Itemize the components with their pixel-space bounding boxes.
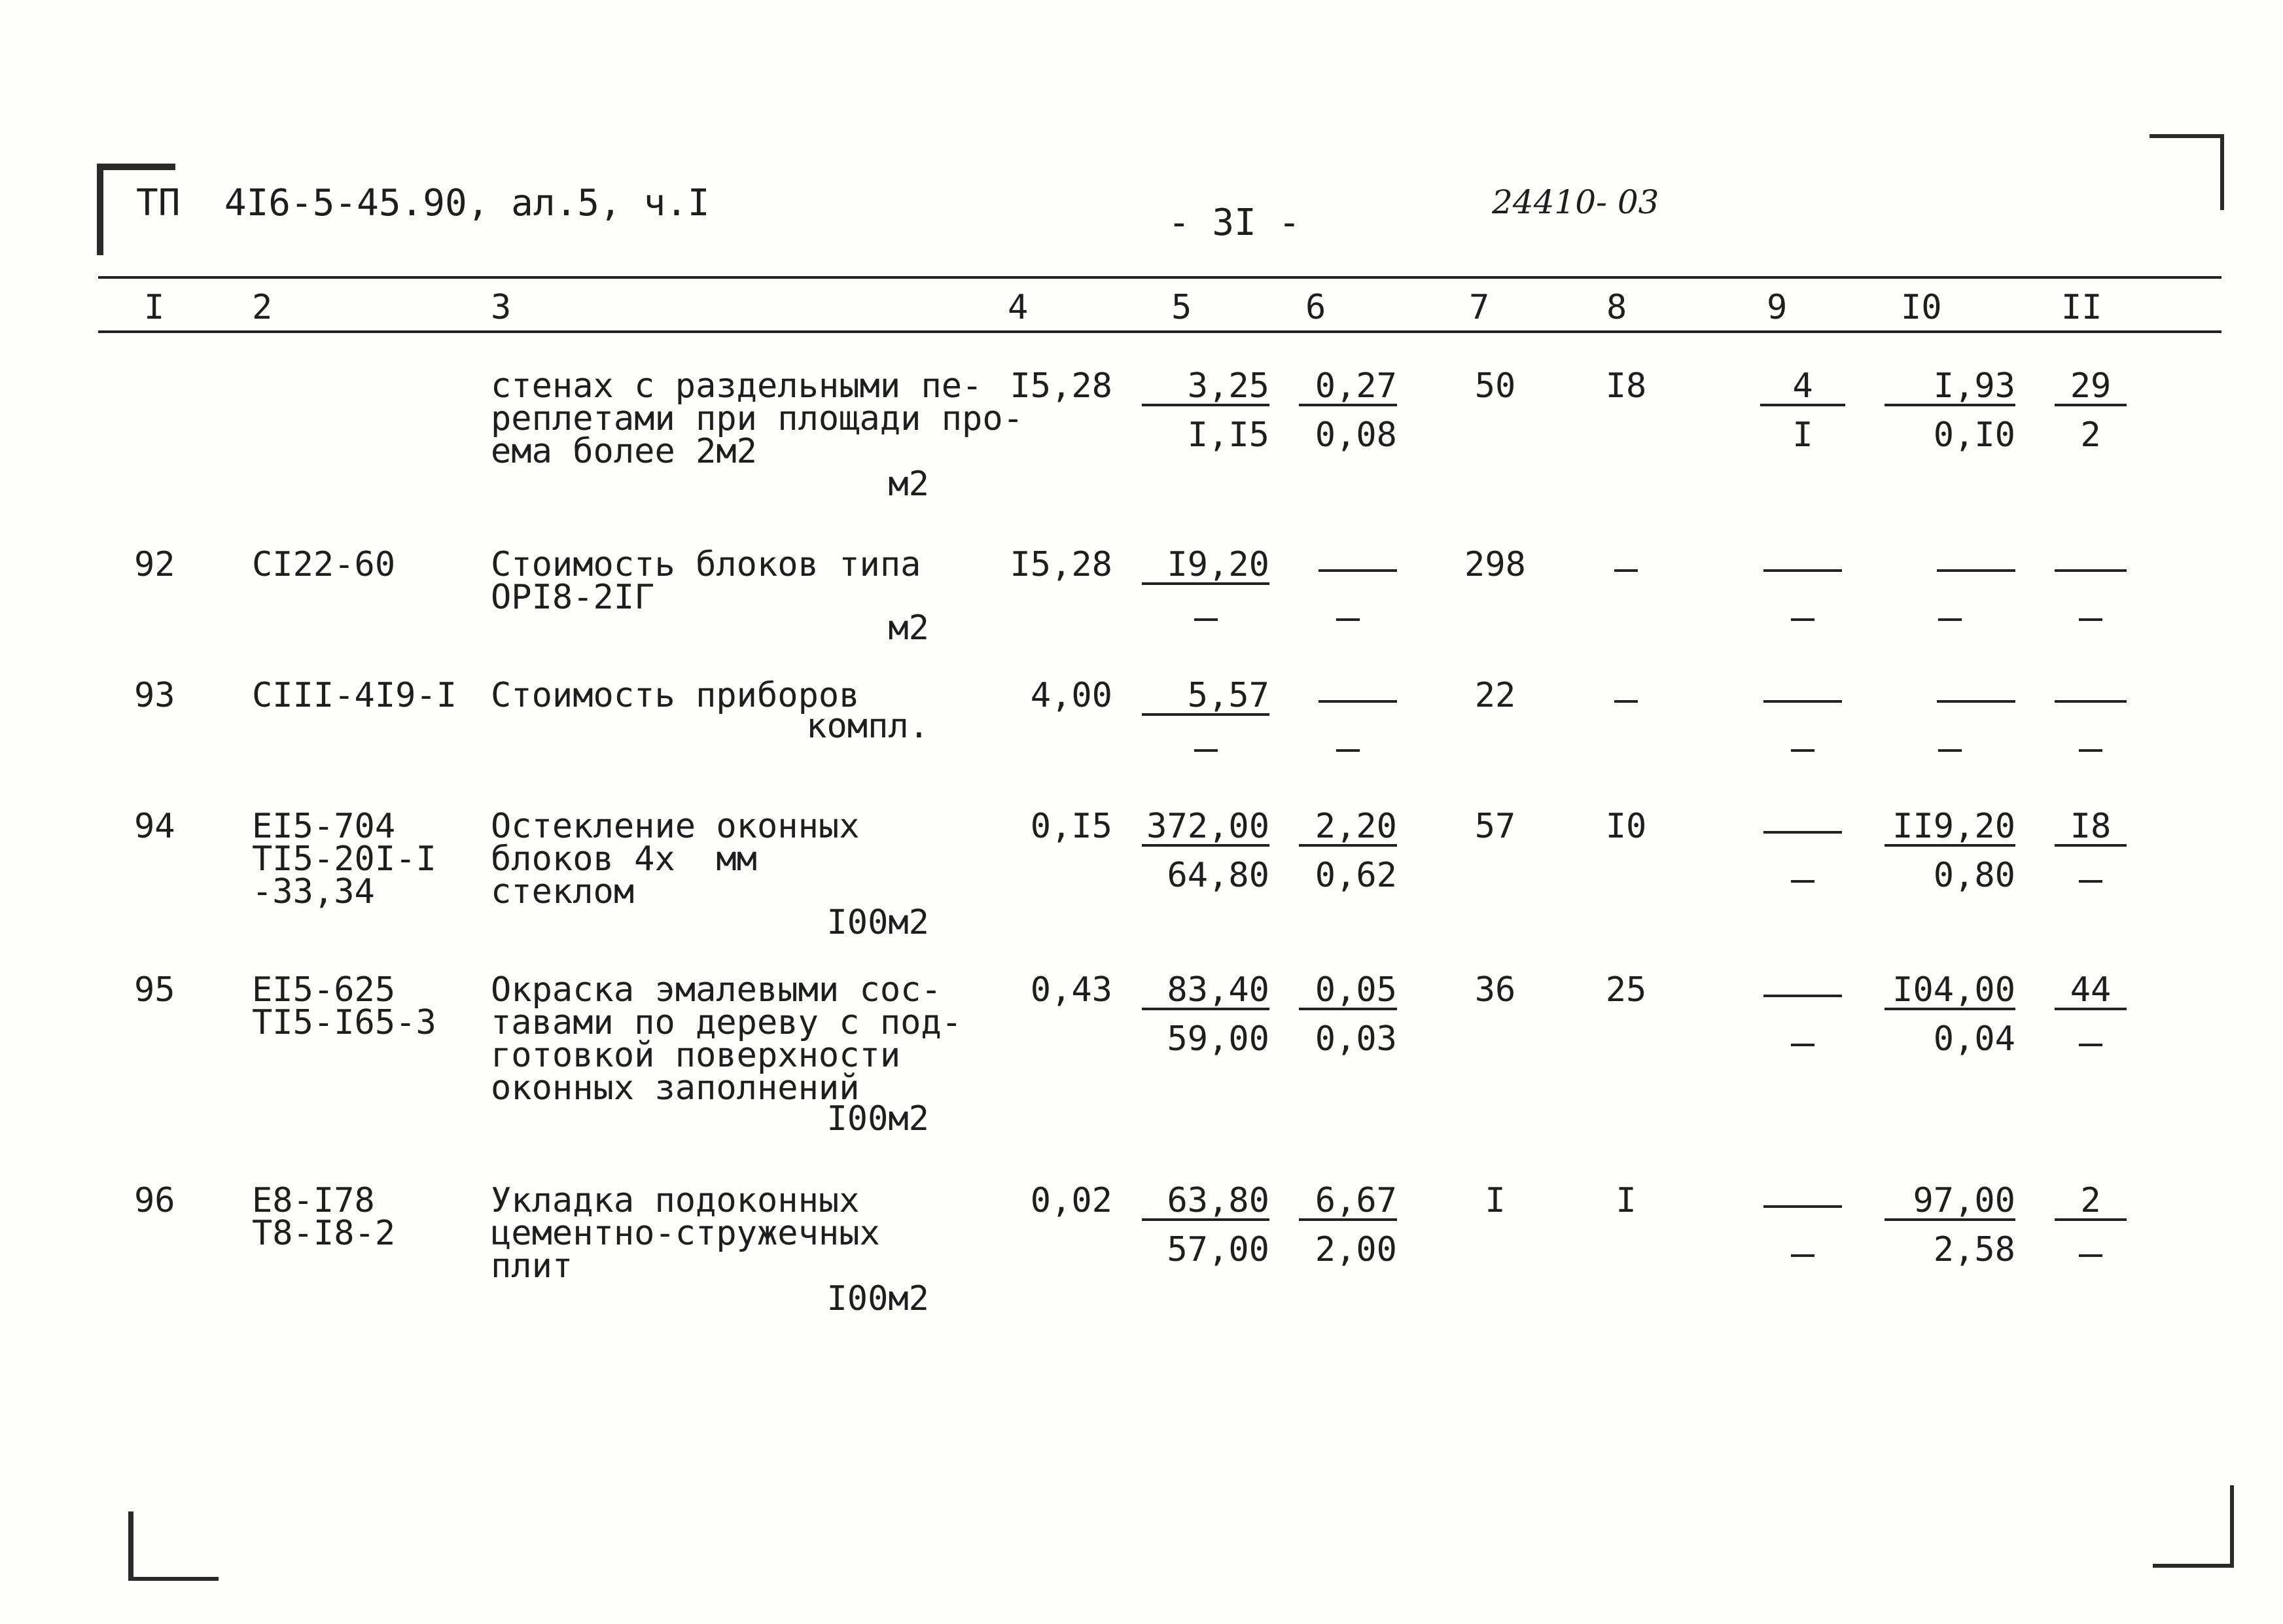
col5-top: 3,25 <box>1142 370 1269 406</box>
corner-mark-bottom-left <box>128 1511 219 1581</box>
col5-top: 83,40 <box>1142 974 1269 1010</box>
row-quantity: I5,28 <box>1010 366 1112 406</box>
col6-bottom: 0,08 <box>1315 415 1397 455</box>
col5-top: 5,57 <box>1142 679 1269 716</box>
archive-number: 24410- 03 <box>1492 183 1659 221</box>
col8-value-dash <box>1614 569 1638 572</box>
col10-bottom-dash <box>1938 618 1962 621</box>
col7-value: 50 <box>1474 366 1516 406</box>
row-unit: I00м2 <box>826 1279 929 1318</box>
row-code: Т8-I8-2 <box>252 1214 396 1253</box>
row-description: реплетами при площади про- <box>491 399 1023 438</box>
col6-bottom-dash <box>1336 618 1360 621</box>
column-header: 3 <box>491 288 512 327</box>
col9-bottom-dash <box>1791 1044 1814 1046</box>
column-header: 6 <box>1305 288 1326 327</box>
column-header: II <box>2061 288 2102 327</box>
row-code: Е8-I78 <box>252 1181 375 1220</box>
col8-value: 25 <box>1605 970 1647 1010</box>
col11-top: 29 <box>2055 370 2127 406</box>
col7-value: 36 <box>1474 970 1516 1010</box>
row-number: 94 <box>134 807 175 846</box>
col8-value: I0 <box>1605 807 1647 846</box>
col9-top-dash <box>1763 700 1842 703</box>
col9-top-dash <box>1763 569 1842 572</box>
corner-mark-bottom-right <box>2153 1485 2234 1568</box>
col6-top-dash <box>1318 569 1397 572</box>
col5-top: 372,00 <box>1142 810 1269 847</box>
col10-bottom: 0,80 <box>1933 856 2015 895</box>
row-unit: м2 <box>888 609 929 648</box>
col11-bottom-dash <box>2079 749 2102 752</box>
row-description: тавами по дереву с под- <box>491 1003 963 1042</box>
row-quantity: 0,43 <box>1030 970 1112 1010</box>
col6-top: 6,67 <box>1299 1184 1397 1221</box>
col7-value: 57 <box>1474 807 1516 846</box>
col5-top: 63,80 <box>1142 1184 1269 1221</box>
corner-mark-top-right <box>2150 134 2224 210</box>
column-header: I0 <box>1901 288 1942 327</box>
col11-top-dash <box>2055 700 2127 703</box>
col6-top: 2,20 <box>1299 810 1397 847</box>
row-code: СI22-60 <box>252 545 396 584</box>
col8-value: I8 <box>1605 366 1647 406</box>
col8-value: I <box>1616 1181 1637 1220</box>
col9-bottom-dash <box>1791 880 1814 883</box>
col11-top-dash <box>2055 569 2127 572</box>
col6-top-dash <box>1318 700 1397 703</box>
row-number: 92 <box>134 545 175 584</box>
row-code: ТI5-I65-3 <box>252 1003 436 1042</box>
col5-bottom-dash <box>1194 749 1218 752</box>
row-description: стенах с раздельными пе- <box>491 366 983 406</box>
row-description: блоков 4х мм <box>491 839 757 879</box>
row-quantity: I5,28 <box>1010 545 1112 584</box>
row-unit: I00м2 <box>826 1099 929 1139</box>
row-description: Стоимость блоков типа <box>491 545 921 584</box>
row-unit: м2 <box>888 465 929 504</box>
col5-top: I9,20 <box>1142 548 1269 585</box>
col9-top-dash <box>1763 1205 1842 1208</box>
col9-top: 4 <box>1760 370 1845 406</box>
col9-bottom-dash <box>1791 1254 1814 1257</box>
col5-bottom: I,I5 <box>1187 415 1269 455</box>
row-quantity: 0,I5 <box>1030 807 1112 846</box>
row-description: ОРI8-2IГ <box>491 578 655 617</box>
col9-bottom-dash <box>1791 618 1814 621</box>
column-header: 9 <box>1767 288 1788 327</box>
col10-bottom: 0,I0 <box>1933 415 2015 455</box>
row-description: Укладка подоконных <box>491 1181 860 1220</box>
col9-bottom-dash <box>1791 749 1814 752</box>
row-number: 93 <box>134 676 175 715</box>
table-header-rule <box>98 330 2221 333</box>
col11-bottom: 2 <box>2080 415 2101 455</box>
col6-top: 0,05 <box>1299 974 1397 1010</box>
row-description: стеклом <box>491 872 635 911</box>
row-quantity: 0,02 <box>1030 1181 1112 1220</box>
col5-bottom: 59,00 <box>1167 1019 1269 1059</box>
col5-bottom: 64,80 <box>1167 856 1269 895</box>
col7-value: 22 <box>1474 676 1516 715</box>
col6-bottom: 0,03 <box>1315 1019 1397 1059</box>
col6-bottom: 2,00 <box>1315 1230 1397 1269</box>
row-description: цементно-стружечных <box>491 1214 880 1253</box>
col9-bottom: I <box>1792 415 1813 455</box>
col11-top: I8 <box>2055 810 2127 847</box>
col11-bottom-dash <box>2079 618 2102 621</box>
col10-top-dash <box>1937 700 2015 703</box>
row-description: плит <box>491 1246 573 1286</box>
row-description: ема более 2м2 <box>491 432 757 471</box>
column-header: 8 <box>1606 288 1627 327</box>
col10-top: II9,20 <box>1885 810 2015 847</box>
col10-top: 97,00 <box>1885 1184 2015 1221</box>
column-header: 4 <box>1008 288 1029 327</box>
col10-top: I,93 <box>1885 370 2015 406</box>
row-description: готовкой поверхности <box>491 1036 901 1075</box>
col7-value: 298 <box>1464 545 1526 584</box>
row-code: ЕI5-704 <box>252 807 396 846</box>
col10-top-dash <box>1937 569 2015 572</box>
col10-bottom-dash <box>1938 749 1962 752</box>
row-number: 95 <box>134 970 175 1010</box>
row-code: СIII-4I9-I <box>252 676 457 715</box>
col10-bottom: 2,58 <box>1933 1230 2015 1269</box>
col11-bottom-dash <box>2079 880 2102 883</box>
col8-value-dash <box>1614 700 1638 703</box>
row-description: Стоимость приборов <box>491 676 860 715</box>
col11-top: 2 <box>2055 1184 2127 1221</box>
row-quantity: 4,00 <box>1030 676 1112 715</box>
row-description: оконных заполнений <box>491 1068 860 1108</box>
col11-top: 44 <box>2055 974 2127 1010</box>
page-number: - 3I - <box>1168 202 1301 244</box>
row-description: Окраска эмалевыми сос- <box>491 970 942 1010</box>
column-header: I <box>144 288 165 327</box>
col5-bottom: 57,00 <box>1167 1230 1269 1269</box>
col9-top-dash <box>1763 995 1842 997</box>
column-header: 7 <box>1469 288 1490 327</box>
column-header: 2 <box>252 288 273 327</box>
row-unit: компл. <box>806 707 929 746</box>
row-code: -33,34 <box>252 872 375 911</box>
col11-bottom-dash <box>2079 1254 2102 1257</box>
row-code: ЕI5-625 <box>252 970 396 1010</box>
col7-value: I <box>1485 1181 1506 1220</box>
col5-bottom-dash <box>1194 618 1218 621</box>
row-number: 96 <box>134 1181 175 1220</box>
table-top-rule <box>98 276 2221 279</box>
row-code: ТI5-20I-I <box>252 839 436 879</box>
col6-bottom-dash <box>1336 749 1360 752</box>
col6-bottom: 0,62 <box>1315 856 1397 895</box>
col6-top: 0,27 <box>1299 370 1397 406</box>
row-description: Остекление оконных <box>491 807 860 846</box>
col11-bottom-dash <box>2079 1044 2102 1046</box>
col9-top-dash <box>1763 831 1842 834</box>
col10-top: I04,00 <box>1885 974 2015 1010</box>
column-header: 5 <box>1171 288 1192 327</box>
row-unit: I00м2 <box>826 903 929 942</box>
col10-bottom: 0,04 <box>1933 1019 2015 1059</box>
document-code: ТП 4I6-5-45.90, ал.5, ч.I <box>136 182 710 224</box>
